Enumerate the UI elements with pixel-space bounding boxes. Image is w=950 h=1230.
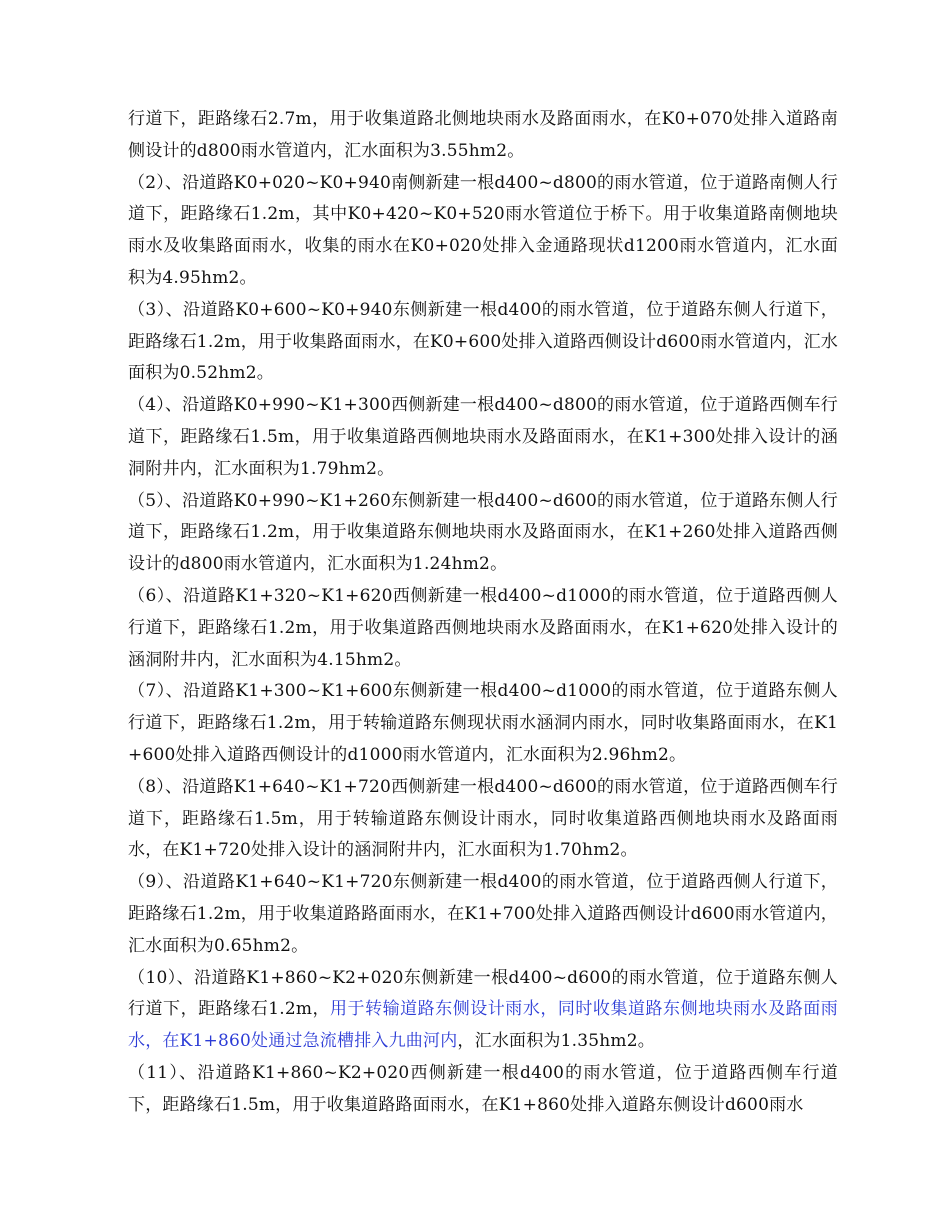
paragraph-p6	[128, 581, 838, 676]
paragraph-text: （5）、沿道路K0+990~K1+260东侧新建一根d400~d600的雨水管道，位于道路东侧人行道下，距路缘石1.2m，用于收集道路东侧地块雨水及路面雨水，在K1+260处排入道路西侧设计的d800雨水管道内，汇水面积为1.24hm2。	[128, 490, 838, 575]
paragraph-p2	[128, 168, 838, 295]
paragraph-p7	[128, 676, 838, 771]
paragraph-p3	[128, 295, 838, 390]
paragraph-text: （7）、沿道路K1+300~K1+600东侧新建一根d400~d1000的雨水管道，位于道路东侧人行道下，距路缘石1.2m，用于转输道路东侧现状雨水涵洞内雨水，同时收集路面雨水，在K1+600处排入道路西侧设计的d1000雨水管道内，汇水面积为2.96hm2。	[128, 681, 838, 765]
paragraph-p5	[128, 486, 838, 581]
paragraph-text: （10）、沿道路K1+860~K2+020东侧新建一根d400~d600的雨水管道，位于道路东侧人行道下，距路缘石1.2m，	[128, 967, 838, 1020]
paragraph-text: （9）、沿道路K1+640~K1+720东侧新建一根d400的雨水管道，位于道路西侧人行道下，距路缘石1.2m，用于收集道路路面雨水，在K1+700处排入道路西侧设计d600雨水管道内，汇水面积为0.65hm2。	[128, 872, 838, 956]
paragraph-p10	[128, 963, 838, 1058]
paragraph-text: （8）、沿道路K1+640~K1+720西侧新建一根d400~d600的雨水管道，位于道路西侧车行道下，距路缘石1.5m，用于转输道路东侧设计雨水，同时收集道路西侧地块雨水及路面雨水，在K1+720处排入设计的涵洞附井内，汇水面积为1.70hm2。	[128, 776, 838, 861]
highlighted-text: 用于转输道路东侧设计雨水，同时收集道路东侧地块雨水及路面雨水，在K1+860处通过急流槽排入九曲河内	[128, 999, 838, 1052]
paragraph-text: （3）、沿道路K0+600~K0+940东侧新建一根d400的雨水管道，位于道路东侧人行道下，距路缘石1.2m，用于收集路面雨水，在K0+600处排入道路西侧设计d600雨水管道内，汇水面积为0.52hm2。	[128, 299, 838, 384]
paragraph-p8	[128, 772, 838, 867]
paragraph-p11	[128, 1058, 838, 1122]
paragraph-text: （4）、沿道路K0+990~K1+300西侧新建一根d400~d800的雨水管道，位于道路西侧车行道下，距路缘石1.5m，用于收集道路西侧地块雨水及路面雨水，在K1+300处排入设计的涵洞附井内，汇水面积为1.79hm2。	[128, 395, 838, 479]
paragraph-p0	[128, 104, 838, 168]
paragraph-text: （6）、沿道路K1+320~K1+620西侧新建一根d400~d1000的雨水管道，位于道路西侧人行道下，距路缘石1.2m，用于收集道路西侧地块雨水及路面雨水，在K1+620处排入设计的涵洞附井内，汇水面积为4.15hm2。	[128, 585, 838, 670]
paragraph-p4	[128, 390, 838, 485]
paragraph-p9	[128, 867, 838, 962]
paragraph-text: 行道下，距路缘石2.7m，用于收集道路北侧地块雨水及路面雨水，在K0+070处排入道路南侧设计的d800雨水管道内，汇水面积为3.55hm2。	[128, 109, 838, 161]
document-body	[128, 104, 838, 1122]
paragraph-text: （11）、沿道路K1+860~K2+020西侧新建一根d400的雨水管道，位于道路西侧车行道下，距路缘石1.5m，用于收集道路路面雨水，在K1+860处排入道路东侧设计d600雨水	[128, 1062, 838, 1115]
paragraph-text: （2）、沿道路K0+020~K0+940南侧新建一根d400~d800的雨水管道，位于道路南侧人行道下，距路缘石1.2m，其中K0+420~K0+520雨水管道位于桥下。用于收集道路南侧地块雨水及收集路面雨水，收集的雨水在K0+020处排入金通路现状d1200雨水管道内，汇水面积为4.95hm2。	[128, 172, 838, 288]
paragraph-text: ，汇水面积为1.35hm2。	[457, 1031, 655, 1052]
